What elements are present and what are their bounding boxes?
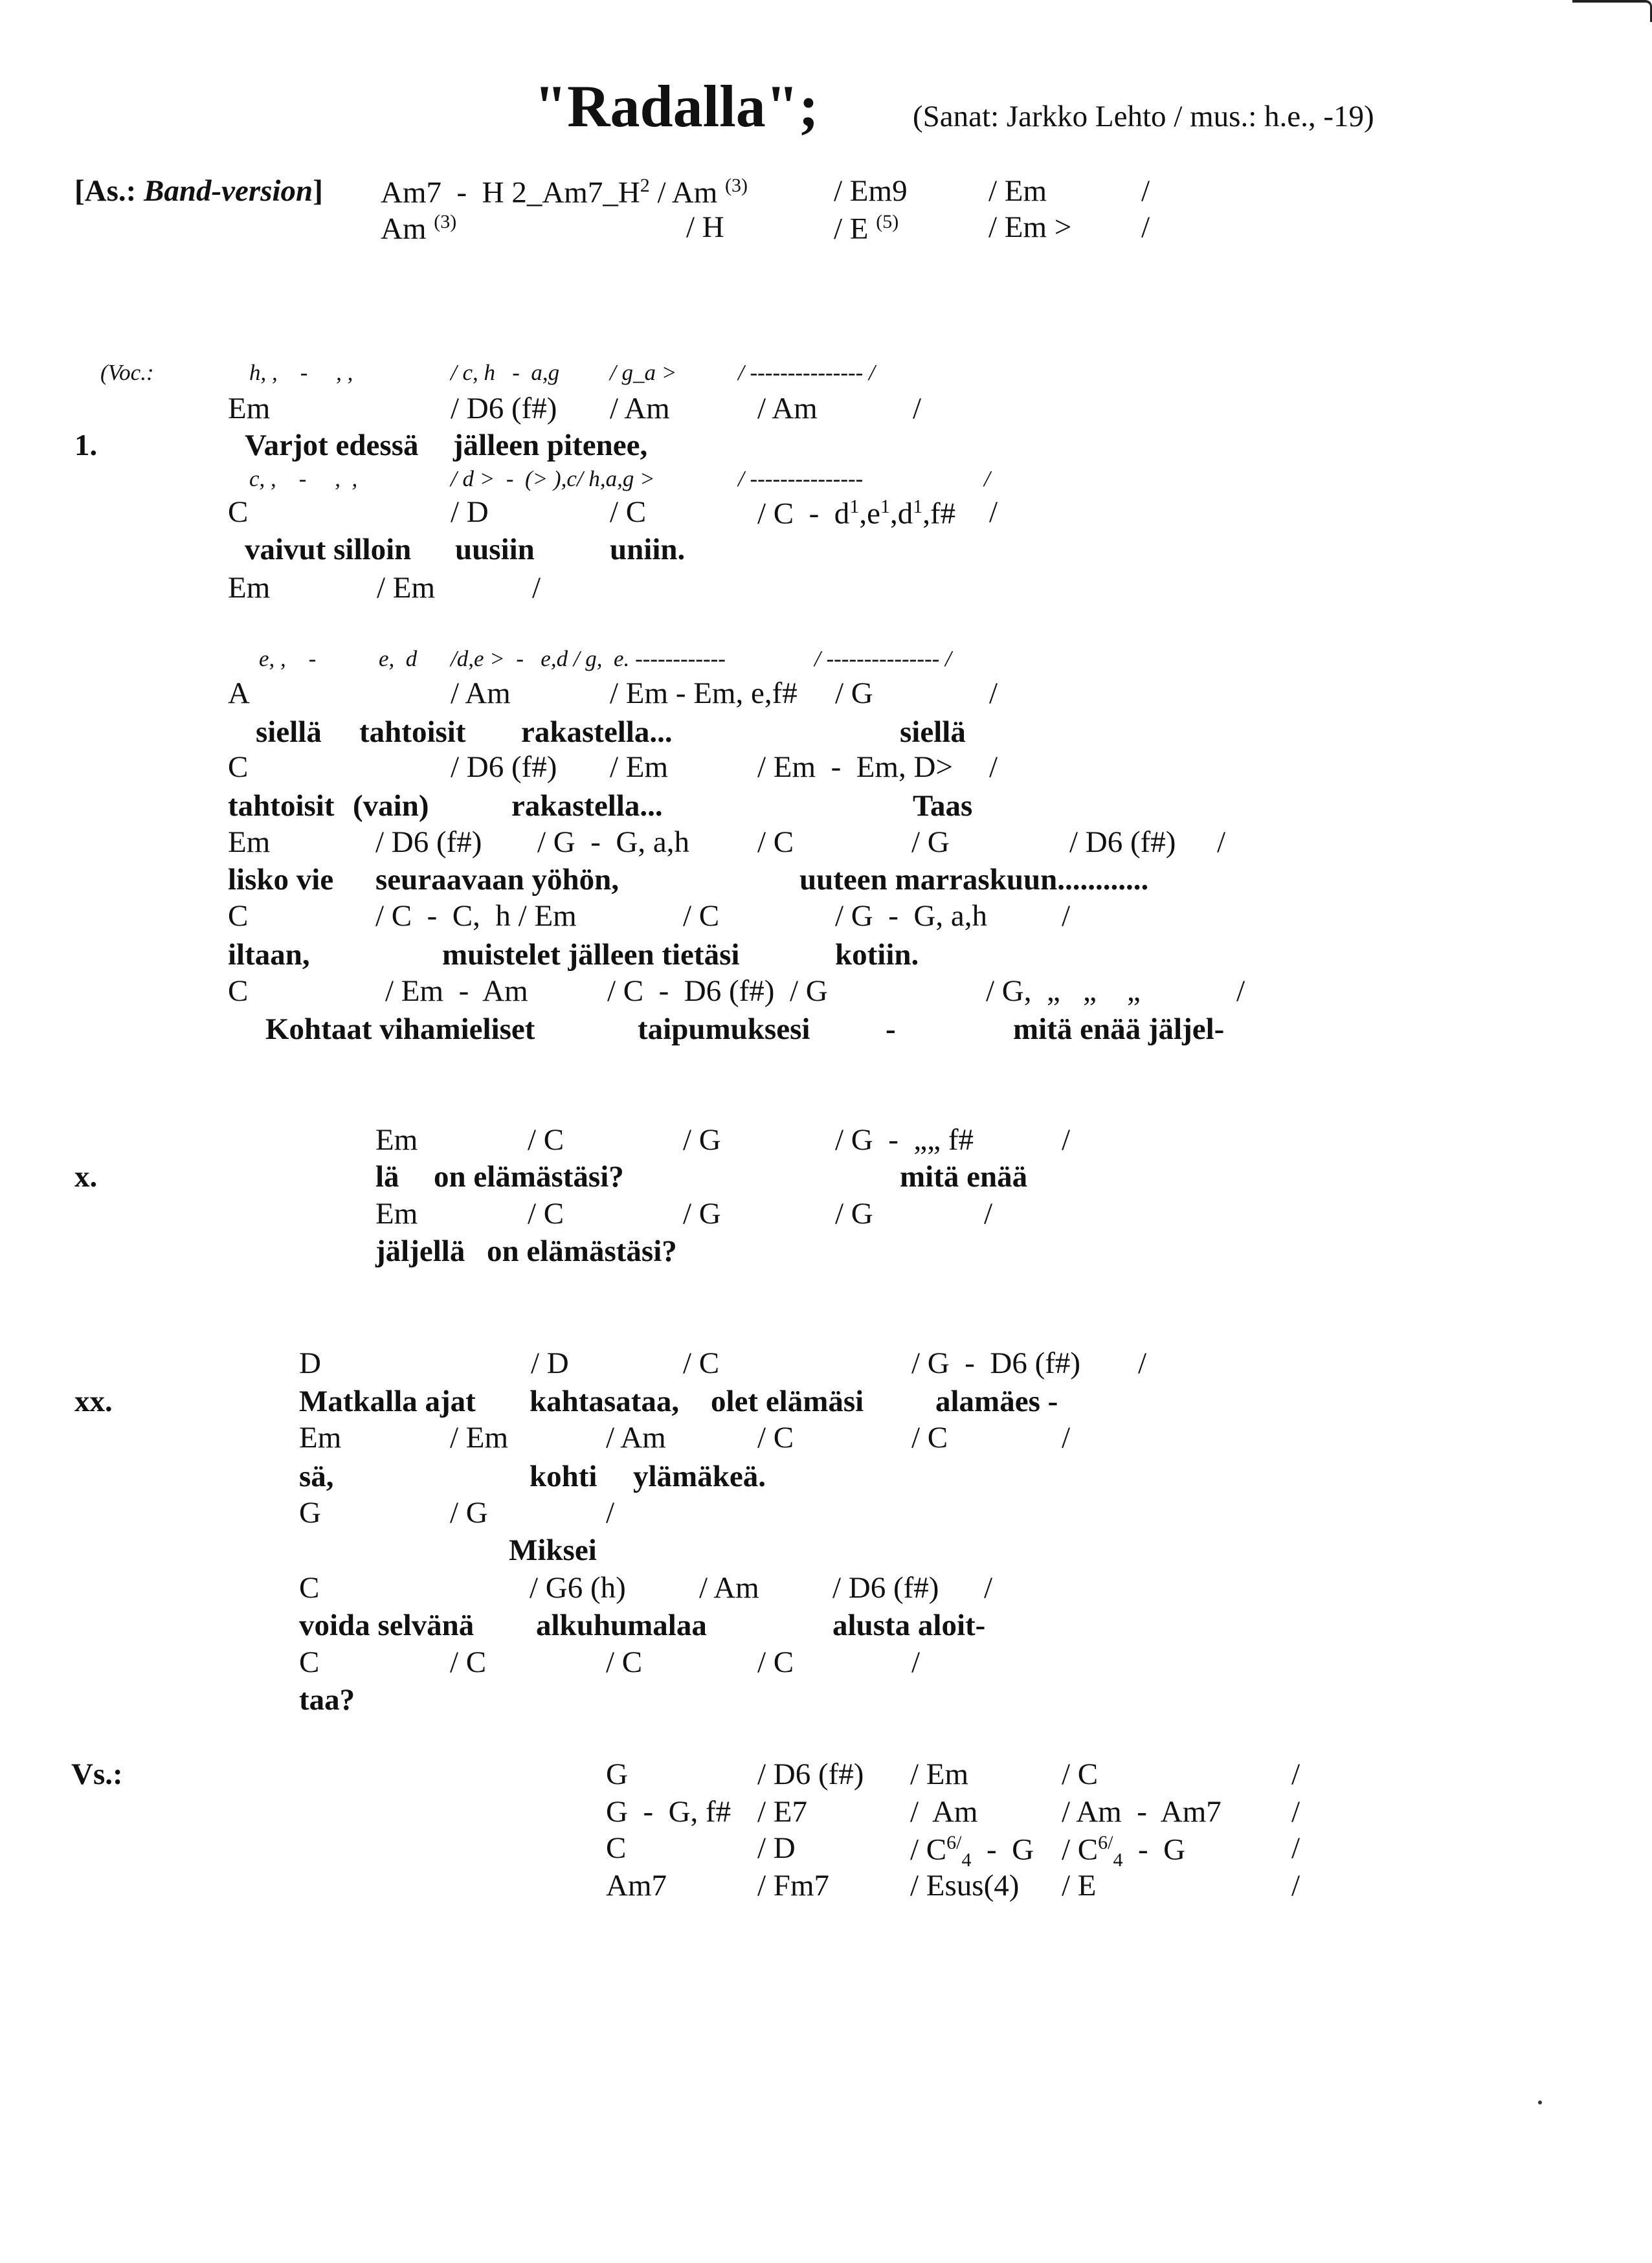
melody-notes: e, d (379, 646, 418, 671)
chord: / Em (450, 1421, 509, 1455)
chord: / G - D6 (f#) (911, 1346, 1081, 1380)
melody-notes: / --------------- / (738, 360, 875, 385)
chord: / C (683, 1346, 720, 1380)
chord: / Am (757, 392, 818, 425)
lyric: lisko vie (228, 863, 334, 897)
chord: Am7 (606, 1869, 667, 1902)
chord: / D6 (f#) (832, 1571, 939, 1605)
bar-line: / (1062, 899, 1071, 933)
lyric: muistelet jälleen tietäsi (442, 938, 740, 972)
lyric: ylämäkeä. (633, 1460, 766, 1493)
bar-line: / (1291, 1831, 1300, 1865)
melody-notes: c, , - , , (249, 466, 358, 491)
bar-line: / (1291, 1869, 1300, 1902)
lyric: iltaan, (228, 938, 310, 972)
chord: / G - „„ f# (835, 1123, 974, 1157)
lyric: on elämästäsi? (487, 1234, 677, 1268)
chord: C (228, 974, 249, 1008)
chord: / Am (606, 1421, 666, 1455)
bar-line: / (606, 1496, 615, 1530)
lyric: uusiin (455, 533, 535, 566)
chord: / G (911, 825, 950, 859)
verse-marker: 1. (74, 429, 98, 462)
intro-bar: / (1141, 174, 1150, 208)
song-credits: (Sanat: Jarkko Lehto / mus.: h.e., -19) (913, 100, 1374, 133)
bar-line: / (1062, 1123, 1071, 1157)
chord: / G (683, 1123, 721, 1157)
chord: / G6 (h) (530, 1571, 626, 1605)
chord: / Em - Em, e,f# (610, 676, 798, 710)
chord: A (228, 676, 250, 710)
chord: Em (375, 1123, 418, 1157)
chord: / C (757, 1421, 794, 1455)
chorus-marker: x. (74, 1160, 98, 1194)
chord: / Am - Am7 (1062, 1795, 1222, 1829)
lyric: Varjot edessä (245, 429, 419, 462)
lyric: alusta aloit- (832, 1609, 986, 1642)
chorus-marker: xx. (74, 1385, 113, 1418)
bar-line: / (1062, 1421, 1071, 1455)
bar-line: / (1236, 974, 1245, 1008)
chord: / G - G, a,h (835, 899, 987, 933)
chord: Em (228, 571, 271, 605)
lyric: siellä (256, 715, 322, 749)
melody-notes: / d > - (> ),c/ h,a,g > (451, 466, 655, 491)
chord: / Am (910, 1795, 978, 1829)
chord: / C (683, 899, 720, 933)
lyric: lä (375, 1160, 399, 1194)
chord: Em (299, 1421, 342, 1455)
lyric: siellä (900, 715, 966, 749)
chord: / E (1062, 1869, 1097, 1902)
intro-chord: / Em > (988, 210, 1072, 244)
chord: Em (228, 825, 271, 859)
chord: / Em (910, 1757, 969, 1791)
intro-chord: / Em9 (834, 174, 908, 208)
lyric: jäljellä (375, 1234, 465, 1268)
chord: / C (610, 495, 647, 529)
chord: G (299, 1496, 321, 1530)
chord: / C (528, 1197, 564, 1231)
chord: / G, „ „ „ (986, 974, 1141, 1008)
chord: D (299, 1346, 321, 1380)
chord: / Am (699, 1571, 759, 1605)
bar-line: / (1138, 1346, 1147, 1380)
chord: G (606, 1757, 628, 1791)
chord: / D6 (f#) (451, 392, 557, 425)
chord: C (606, 1831, 627, 1865)
melody-notes: e, , - (259, 646, 317, 671)
lyric: - (886, 1012, 896, 1046)
chord: / G (450, 1496, 488, 1530)
chord: / D6 (f#) (375, 825, 482, 859)
lyric: voida selvänä (299, 1609, 474, 1642)
lyric: (vain) (353, 789, 429, 823)
lyric: mitä enää jäljel- (1013, 1012, 1225, 1046)
chord: / D (451, 495, 489, 529)
song-title: "Radalla"; (534, 73, 819, 139)
lyric: Taas (913, 789, 973, 823)
chord: / C (606, 1645, 643, 1679)
intro-label: [As.: Band-version] (74, 174, 323, 208)
lyric: taipumuksesi (638, 1012, 810, 1046)
bar-line: / (911, 1645, 921, 1679)
chord: / E7 (757, 1795, 808, 1829)
chord: / Em - Am (385, 974, 528, 1008)
lyric: mitä enää (900, 1160, 1028, 1194)
chord: / Fm7 (757, 1869, 830, 1902)
lyric: sä, (299, 1460, 334, 1493)
lyric: tahtoisit (228, 789, 335, 823)
melody-notes: h, , - , , (249, 360, 353, 385)
chord: / G (835, 676, 873, 710)
lyric: seuraavaan yöhön, (375, 863, 620, 897)
bar-line: / (1291, 1757, 1300, 1791)
bar-line: / (984, 1197, 993, 1231)
lyric: tahtoisit (359, 715, 466, 749)
chord: C (228, 750, 249, 784)
chord: C (228, 899, 249, 933)
chord: / C (1062, 1757, 1099, 1791)
melody-notes: / g_a > (610, 360, 677, 385)
chord: C (299, 1571, 320, 1605)
chord: / Em (610, 750, 669, 784)
chord: / C (450, 1645, 487, 1679)
lyric: on elämästäsi? (434, 1160, 624, 1194)
chord: / D (757, 1831, 796, 1865)
chord: / Em (377, 571, 436, 605)
chord: / Esus(4) (910, 1869, 1020, 1902)
chord: G - G, f# (606, 1795, 731, 1829)
scan-speck (1538, 2101, 1542, 2104)
lyric: alkuhumalaa (536, 1609, 707, 1642)
bar-line: / (913, 392, 922, 425)
voc-marker: (Voc.: (100, 360, 154, 385)
melody-notes: / --------------- (738, 466, 864, 491)
lyric: uuteen marraskuun............ (799, 863, 1149, 897)
lyric: kahtasataa, (530, 1385, 680, 1418)
interlude-marker: Vs.: (71, 1757, 123, 1791)
chord: / D6 (f#) (1069, 825, 1176, 859)
chord: C (299, 1645, 320, 1679)
bar-line: / (1217, 825, 1226, 859)
lyric: kotiin. (835, 938, 919, 972)
chord: / G (835, 1197, 873, 1231)
lyric: olet elämäsi (711, 1385, 864, 1418)
intro-chord: / Em (988, 174, 1047, 208)
lyric: rakastella... (521, 715, 673, 749)
bar-line: / (989, 495, 998, 529)
chord: C (228, 495, 249, 529)
melody-notes: / --------------- / (814, 646, 952, 671)
chord: / D6 (f#) (757, 1757, 864, 1791)
lyric: rakastella... (511, 789, 663, 823)
intro-chord: Am $^{(3)}$ (381, 211, 457, 246)
chord: / C (528, 1123, 564, 1157)
bar-line: / (989, 750, 998, 784)
melody-notes: /d,e > - e,d / g, e. ------------ (451, 646, 726, 671)
chord: / C (911, 1421, 948, 1455)
melody-notes: / c, h - a,g (451, 360, 560, 385)
lyric: Kohtaat vihamieliset (265, 1012, 535, 1046)
bar-line: / (1291, 1795, 1300, 1829)
bar-line: / (989, 676, 998, 710)
chord: / D6 (f#) (451, 750, 557, 784)
chord: / G - G, a,h (537, 825, 689, 859)
lyric: jälleen pitenee, (453, 429, 648, 462)
lyric: vaivut silloin (245, 533, 412, 566)
lyric: Matkalla ajat (299, 1385, 476, 1418)
intro-bar: / (1141, 210, 1150, 244)
lyric: taa? (299, 1683, 355, 1717)
bar-line: / (984, 1571, 993, 1605)
chord: / C (757, 825, 794, 859)
lyric: kohti (530, 1460, 597, 1493)
intro-chord: / E $^{(5)}$ (834, 211, 899, 246)
intro-chord: Am7 - H $2\_Am7\_H^2$ / Am $^{(3)}$ (381, 175, 748, 210)
bar-line: / (532, 571, 541, 605)
chord: / D (531, 1346, 569, 1380)
chord: / Am (610, 392, 670, 425)
melody-notes: / (984, 466, 990, 491)
page-corner-mark (1572, 0, 1652, 22)
chord: / C - $d^1,e^1,d^1,f\#$ (757, 496, 956, 531)
chord: / C (757, 1645, 794, 1679)
chord: Em (375, 1197, 418, 1231)
lyric: uniin. (610, 533, 686, 566)
chord: / Em - Em, D> (757, 750, 953, 784)
chord: / C - C, h / Em (375, 899, 577, 933)
chord: Em (228, 392, 271, 425)
lyric: alamäes - (935, 1385, 1058, 1418)
chord: / $C^{6/}_4$ - G (1062, 1832, 1186, 1871)
chord: / G (683, 1197, 721, 1231)
chord: / $C^{6/}_4$ - G (910, 1832, 1034, 1871)
chord: / C - D6 (f#) / G (607, 974, 828, 1008)
intro-chord: / H (686, 210, 724, 244)
chord: / Am (451, 676, 511, 710)
lyric: Miksei (509, 1533, 597, 1567)
